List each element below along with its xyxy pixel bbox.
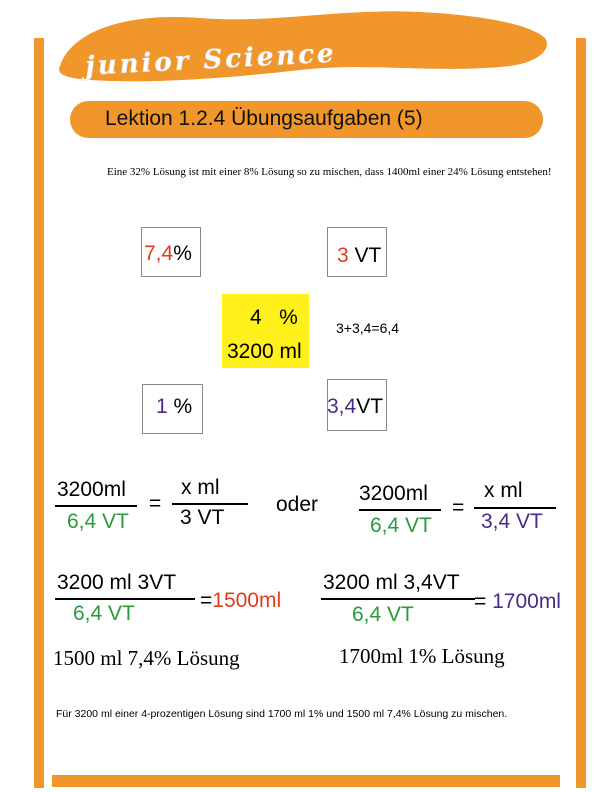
eq1-left-numerator: 3200ml xyxy=(57,478,126,501)
eq1-equals: = xyxy=(149,492,162,515)
eq1-right-numerator: x ml xyxy=(181,476,220,499)
result1-equals: =1500ml xyxy=(200,589,282,612)
result1-denominator: 6,4 VT xyxy=(73,602,135,625)
page-title: Lektion 1.2.4 Übungsaufgaben (5) xyxy=(105,107,423,130)
eq1-left-denominator: 6,4 VT xyxy=(67,510,129,533)
result2-numerator: 3200 ml 3,4VT xyxy=(323,571,460,594)
result2-value: 1700ml xyxy=(486,590,561,613)
bottom-left-percent: 1 % xyxy=(156,395,193,418)
eq2-left-numerator: 3200ml xyxy=(359,482,428,505)
result2-fraction-line xyxy=(321,598,475,600)
result2-caption: 1700ml 1% Lösung xyxy=(339,644,505,668)
eq2-right-denominator: 3,4 VT xyxy=(481,510,543,533)
result1-fraction-line xyxy=(55,598,195,600)
eq2-left-denominator: 6,4 VT xyxy=(370,514,432,537)
result1-caption: 1500 ml 7,4% Lösung xyxy=(53,646,240,670)
left-border-bar xyxy=(34,38,44,788)
eq1-right-denominator: 3 VT xyxy=(180,506,225,529)
center-percent: 4 % xyxy=(250,306,298,329)
result1-value: 1500ml xyxy=(212,589,282,612)
oder-word: oder xyxy=(276,493,319,516)
task-text: Eine 32% Lösung ist mit einer 8% Lösung so zu mischen, dass 1400ml einer 24% Lösung entstehen! xyxy=(107,166,552,178)
eq1-right-fraction-line xyxy=(172,503,248,505)
bottom-border-bar xyxy=(52,775,560,787)
right-border-bar xyxy=(576,38,586,788)
top-right-parts: 3 VT xyxy=(337,244,382,267)
eq2-equals: = xyxy=(452,496,465,519)
result2-equals: = 1700ml xyxy=(474,590,561,613)
center-volume: 3200 ml xyxy=(227,340,302,363)
summary-text: Für 3200 ml einer 4-prozentigen Lösung sind 1700 ml 1% und 1500 ml 7,4% Lösung zu mischen. xyxy=(56,708,508,720)
result1-numerator: 3200 ml 3VT xyxy=(57,571,177,594)
eq2-left-fraction-line xyxy=(359,509,441,511)
eq1-left-fraction-line xyxy=(55,505,137,507)
eq2-right-fraction-line xyxy=(474,507,556,509)
bottom-right-parts: 3,4VT xyxy=(327,395,384,418)
parts-sum: 3+3,4=6,4 xyxy=(336,320,400,336)
top-left-percent: 7,4% xyxy=(144,242,192,265)
eq2-right-numerator: x ml xyxy=(484,479,523,502)
logo-text: junior Science xyxy=(84,38,338,82)
junior-science-logo xyxy=(40,4,560,88)
result2-denominator: 6,4 VT xyxy=(352,603,414,626)
